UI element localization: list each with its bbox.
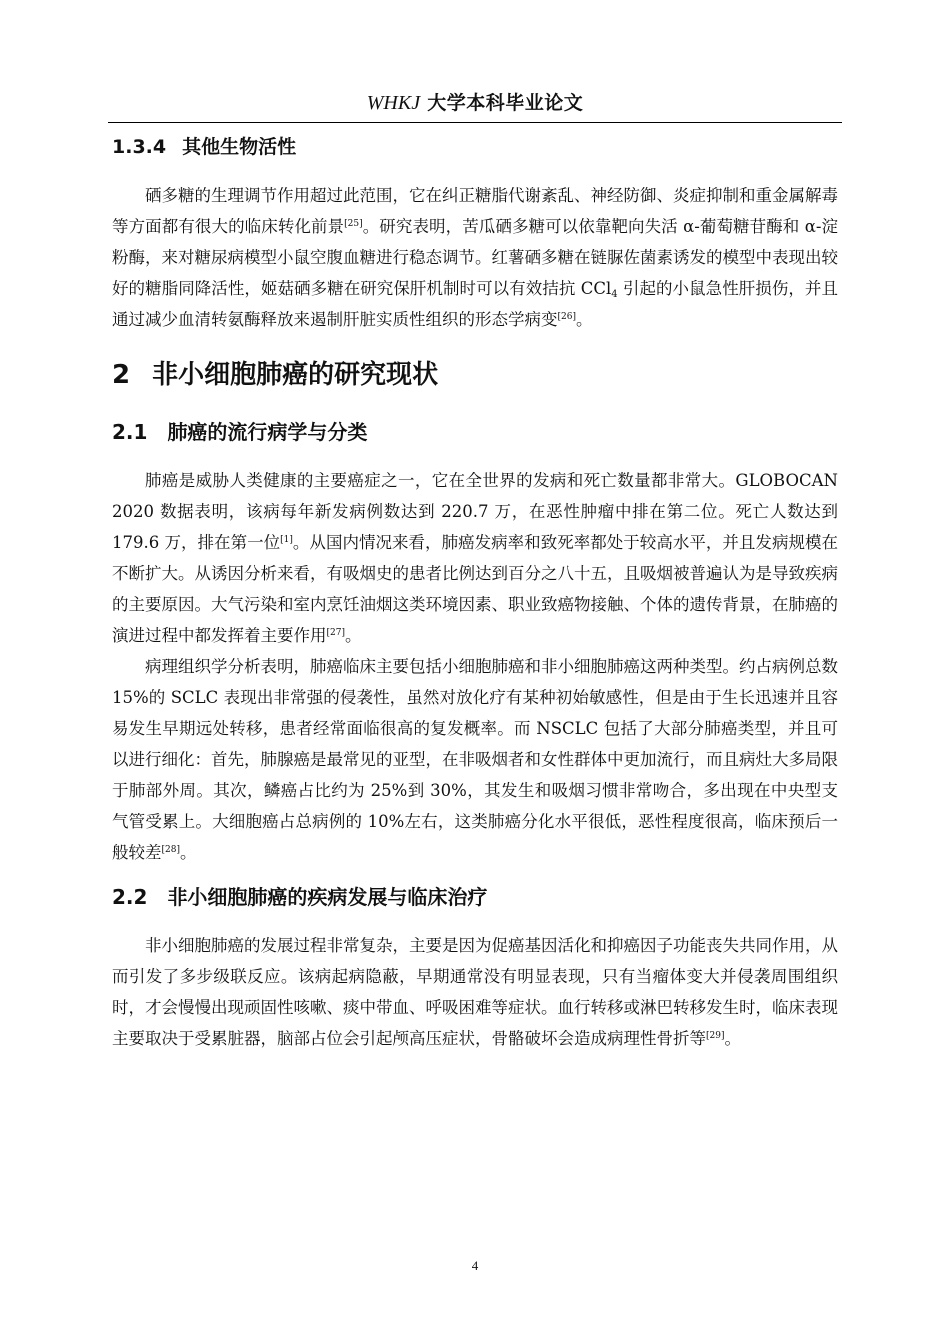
text-run: 硒多糖的生理调节作用超过此范围，它在纠正糖脂代谢紊乱、神经防御、炎症抑制和重金属解毒等方面都有很大的临床转化前景	[112, 186, 838, 236]
text-run: 。	[344, 626, 362, 645]
text-run: 。从国内情况来看，肺癌发病率和致死率都处于较高水平，并且发病规模在不断扩大。从诱因分析来看，有吸烟史的患者比例达到百分之八十五，且吸烟被普遍认为是导致疾病的主要原因。大气污染和室内烹饪油烟这类环境因素、职业致癌物接触、个体的遗传背景，在肺癌的演进过程中都发挥着主要作用	[112, 533, 839, 645]
section-title: 肺癌的流行病学与分类	[167, 420, 368, 444]
page-body	[112, 130, 838, 1054]
paragraph-nsclc-progression	[112, 930, 838, 1054]
paragraph-selenium-bioactivity	[112, 180, 838, 335]
header-journal-mark: WHKJ	[366, 92, 421, 114]
text-run: 引起的小鼠急性肝损伤，并且通过减少血清转氨酶释放来遏制肝脏实质性组织的形态学病变	[112, 279, 838, 329]
subscript: 4	[611, 289, 618, 300]
text-run: 非小细胞肺癌的发展过程非常复杂，主要是因为促癌基因活化和抑癌因子功能丧失共同作用，从而引发了多步级联反应。该病起病隐蔽，早期通常没有明显表现，只有当瘤体变大并侵袭周围组织时，才会慢慢出现顽固性咳嗽、痰中带血、呼吸困难等症状。血行转移或淋巴转移发生时，临床表现主要取决于受累脏器，脑部占位会引起颅高压症状，骨骼破坏会造成病理性骨折等	[112, 936, 838, 1048]
citation: [1]	[280, 535, 293, 545]
paragraph-lung-cancer-epidemiology	[112, 465, 838, 651]
chapter-heading-2	[112, 355, 838, 395]
text-run: 。	[179, 843, 197, 862]
citation: [25]	[344, 219, 363, 229]
text-run: 。	[575, 310, 593, 329]
text-run: 病理组织学分析表明，肺癌临床主要包括小细胞肺癌和非小细胞肺癌这两种类型。约占病例总数 15%的 SCLC 表现出非常强的侵袭性，虽然对放化疗有某种初始敏感性，但是由于生长迅速并且容易发生早期远处转移，患者经常面临很高的复发概率。而 NSCLC 包括了大部分肺癌类型，并且可以进行细化：首先，肺腺癌是最常见的亚型，在非吸烟者和女性群体中更加流行，而且病灶大多局限于肺部外周。其次，鳞癌占比约为 25%到 30%，其发生和吸烟习惯非常吻合，多出现在中央型支气管受累上。大细胞癌占总病例的 10%左右，这类肺癌分化水平很低，恶性程度很高，临床预后一般较差	[112, 657, 838, 862]
page-header	[108, 88, 842, 123]
section-number: 2.2	[112, 885, 148, 909]
paragraph-lung-cancer-pathology	[112, 651, 838, 868]
section-title: 其他生物活性	[182, 136, 297, 158]
chapter-title: 非小细胞肺癌的研究现状	[152, 360, 439, 390]
text-run: 。	[724, 1029, 741, 1048]
text-run: 肺癌是威胁人类健康的主要癌症之一，它在全世界的发病和死亡数量都非常大。GLOBOCAN 2020 数据表明，该病每年新发病例数达到 220.7 万，在恶性肿瘤中排在第二位。死亡人数达到 179.6 万，排在第一位	[112, 471, 838, 552]
section-number: 2.1	[112, 420, 148, 444]
citation: [29]	[706, 1031, 725, 1041]
section-number: 1.3.4	[112, 136, 167, 158]
section-heading-2-1	[112, 415, 838, 449]
section-heading-1-3-4	[112, 130, 838, 164]
page-number: 4	[471, 1258, 479, 1273]
citation: [26]	[557, 312, 576, 322]
citation: [27]	[326, 628, 345, 638]
header-title: 大学本科毕业论文	[420, 92, 584, 114]
section-title: 非小细胞肺癌的疾病发展与临床治疗	[167, 885, 488, 909]
chapter-number: 2	[112, 360, 131, 390]
text-run: 。研究表明，苦瓜硒多糖可以依靠靶向失活 α-葡萄糖苷酶和 α-淀粉酶，来对糖尿病模型小鼠空腹血糖进行稳态调节。红薯硒多糖在链脲佐菌素诱发的模型中表现出较好的糖脂同降活性，姬菇硒多糖在研究保肝机制时可以有效拮抗 CCl	[112, 217, 838, 298]
citation: [28]	[161, 845, 180, 855]
section-heading-2-2	[112, 880, 838, 914]
